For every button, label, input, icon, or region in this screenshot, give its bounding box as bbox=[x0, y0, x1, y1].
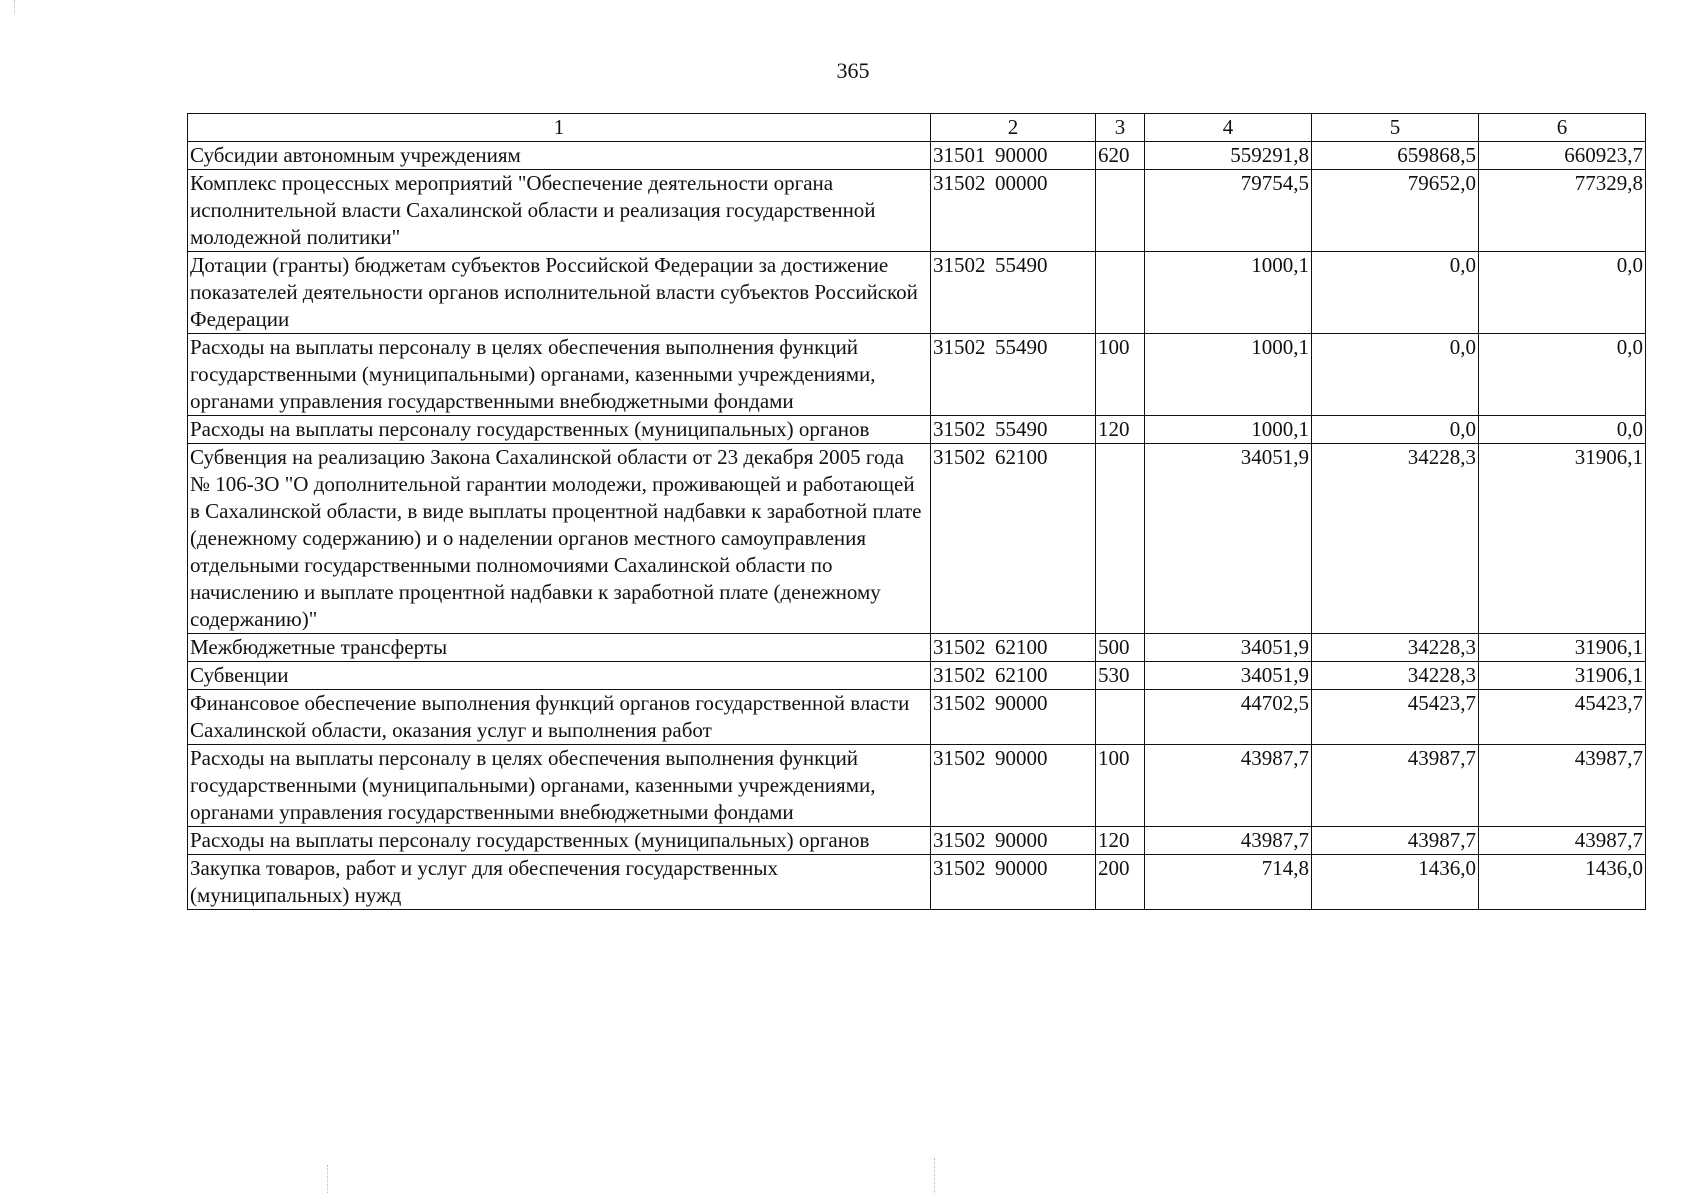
code-program: 31502 bbox=[933, 171, 986, 195]
row-value-4: 1000,1 bbox=[1145, 252, 1312, 334]
scan-mark bbox=[14, 0, 15, 14]
row-expense-type: 100 bbox=[1096, 745, 1145, 827]
row-value-6: 660923,7 bbox=[1479, 142, 1646, 170]
row-code bbox=[931, 252, 1096, 334]
row-value-4: 43987,7 bbox=[1145, 745, 1312, 827]
row-code bbox=[931, 334, 1096, 416]
column-header: 6 bbox=[1479, 114, 1646, 142]
row-code bbox=[931, 170, 1096, 252]
row-expense-type: 120 bbox=[1096, 827, 1145, 855]
code-direction: 90000 bbox=[995, 746, 1048, 770]
row-value-4: 1000,1 bbox=[1145, 334, 1312, 416]
table-row bbox=[188, 444, 1646, 634]
row-value-5: 45423,7 bbox=[1312, 690, 1479, 745]
code-direction: 62100 bbox=[995, 445, 1048, 469]
table-row bbox=[188, 334, 1646, 416]
code-program: 31502 bbox=[933, 746, 986, 770]
row-value-5: 0,0 bbox=[1312, 252, 1479, 334]
row-value-5: 0,0 bbox=[1312, 334, 1479, 416]
row-expense-type: 500 bbox=[1096, 634, 1145, 662]
code-program: 31502 bbox=[933, 335, 986, 359]
table-row bbox=[188, 855, 1646, 910]
row-value-6: 45423,7 bbox=[1479, 690, 1646, 745]
row-code bbox=[931, 662, 1096, 690]
row-value-5: 43987,7 bbox=[1312, 827, 1479, 855]
table-row bbox=[188, 690, 1646, 745]
row-code bbox=[931, 634, 1096, 662]
row-name: Субвенция на реализацию Закона Сахалинской области от 23 декабря 2005 года № 106-ЗО "О дополнительной гарантии молодежи, проживающей и работающей в Сахалинской области, в виде выплаты процентной надбавки к заработной плате (денежному содержанию) и о наделении органов местного самоуправления отдельными государственными полномочиями Сахалинской области по начислению и выплате процентной надбавки к заработной плате (денежному содержанию)" bbox=[188, 444, 931, 634]
column-header: 3 bbox=[1096, 114, 1145, 142]
scan-mark bbox=[327, 1165, 328, 1193]
row-value-4: 44702,5 bbox=[1145, 690, 1312, 745]
table-row bbox=[188, 142, 1646, 170]
column-header: 5 bbox=[1312, 114, 1479, 142]
column-header: 4 bbox=[1145, 114, 1312, 142]
code-direction: 62100 bbox=[995, 663, 1048, 687]
code-direction: 90000 bbox=[995, 691, 1048, 715]
scan-mark bbox=[934, 1158, 935, 1194]
row-name: Комплекс процессных мероприятий "Обеспечение деятельности органа исполнительной власти Сахалинской области и реализация государственной молодежной политики" bbox=[188, 170, 931, 252]
budget-table bbox=[187, 113, 1646, 910]
row-value-4: 34051,9 bbox=[1145, 444, 1312, 634]
row-value-6: 0,0 bbox=[1479, 334, 1646, 416]
row-value-5: 34228,3 bbox=[1312, 662, 1479, 690]
row-name: Межбюджетные трансферты bbox=[188, 634, 931, 662]
code-program: 31502 bbox=[933, 635, 986, 659]
row-expense-type bbox=[1096, 444, 1145, 634]
code-program: 31502 bbox=[933, 445, 986, 469]
row-name: Субвенции bbox=[188, 662, 931, 690]
row-value-4: 559291,8 bbox=[1145, 142, 1312, 170]
row-name: Финансовое обеспечение выполнения функций органов государственной власти Сахалинской области, оказания услуг и выполнения работ bbox=[188, 690, 931, 745]
code-direction: 90000 bbox=[995, 856, 1048, 880]
row-value-5: 34228,3 bbox=[1312, 444, 1479, 634]
row-expense-type bbox=[1096, 690, 1145, 745]
row-value-4: 43987,7 bbox=[1145, 827, 1312, 855]
code-direction: 55490 bbox=[995, 253, 1048, 277]
row-value-4: 34051,9 bbox=[1145, 662, 1312, 690]
row-code bbox=[931, 690, 1096, 745]
table-header-row bbox=[188, 114, 1646, 142]
row-code bbox=[931, 142, 1096, 170]
column-header: 2 bbox=[931, 114, 1096, 142]
row-code bbox=[931, 745, 1096, 827]
row-value-6: 43987,7 bbox=[1479, 745, 1646, 827]
code-direction: 00000 bbox=[995, 171, 1048, 195]
code-direction: 55490 bbox=[995, 417, 1048, 441]
row-expense-type: 100 bbox=[1096, 334, 1145, 416]
row-name: Расходы на выплаты персоналу государственных (муниципальных) органов bbox=[188, 416, 931, 444]
row-expense-type: 530 bbox=[1096, 662, 1145, 690]
table-row bbox=[188, 745, 1646, 827]
code-direction: 90000 bbox=[995, 143, 1048, 167]
table-body bbox=[188, 142, 1646, 910]
table-row bbox=[188, 416, 1646, 444]
table-row bbox=[188, 170, 1646, 252]
row-name: Расходы на выплаты персоналу в целях обеспечения выполнения функций государственными (муниципальными) органами, казенными учреждениями, органами управления государственными внебюджетными фондами bbox=[188, 334, 931, 416]
code-program: 31502 bbox=[933, 828, 986, 852]
row-value-4: 79754,5 bbox=[1145, 170, 1312, 252]
row-code bbox=[931, 827, 1096, 855]
row-value-4: 34051,9 bbox=[1145, 634, 1312, 662]
row-expense-type bbox=[1096, 252, 1145, 334]
row-value-5: 1436,0 bbox=[1312, 855, 1479, 910]
code-direction: 55490 bbox=[995, 335, 1048, 359]
table-row bbox=[188, 827, 1646, 855]
row-value-5: 43987,7 bbox=[1312, 745, 1479, 827]
row-value-5: 79652,0 bbox=[1312, 170, 1479, 252]
row-value-6: 1436,0 bbox=[1479, 855, 1646, 910]
row-value-6: 31906,1 bbox=[1479, 634, 1646, 662]
row-value-5: 34228,3 bbox=[1312, 634, 1479, 662]
row-value-4: 714,8 bbox=[1145, 855, 1312, 910]
column-header: 1 bbox=[188, 114, 931, 142]
row-value-6: 0,0 bbox=[1479, 252, 1646, 334]
row-expense-type bbox=[1096, 170, 1145, 252]
code-program: 31501 bbox=[933, 143, 986, 167]
row-value-6: 0,0 bbox=[1479, 416, 1646, 444]
table-row bbox=[188, 252, 1646, 334]
row-expense-type: 200 bbox=[1096, 855, 1145, 910]
row-value-6: 31906,1 bbox=[1479, 444, 1646, 634]
row-value-5: 0,0 bbox=[1312, 416, 1479, 444]
row-value-6: 77329,8 bbox=[1479, 170, 1646, 252]
row-name: Расходы на выплаты персоналу государственных (муниципальных) органов bbox=[188, 827, 931, 855]
table-row bbox=[188, 634, 1646, 662]
code-program: 31502 bbox=[933, 417, 986, 441]
row-name: Закупка товаров, работ и услуг для обеспечения государственных (муниципальных) нужд bbox=[188, 855, 931, 910]
row-name: Расходы на выплаты персоналу в целях обеспечения выполнения функций государственными (муниципальными) органами, казенными учреждениями, органами управления государственными внебюджетными фондами bbox=[188, 745, 931, 827]
code-program: 31502 bbox=[933, 663, 986, 687]
table-row bbox=[188, 662, 1646, 690]
row-value-4: 1000,1 bbox=[1145, 416, 1312, 444]
row-value-5: 659868,5 bbox=[1312, 142, 1479, 170]
code-program: 31502 bbox=[933, 253, 986, 277]
row-value-6: 31906,1 bbox=[1479, 662, 1646, 690]
row-expense-type: 120 bbox=[1096, 416, 1145, 444]
row-code bbox=[931, 416, 1096, 444]
row-value-6: 43987,7 bbox=[1479, 827, 1646, 855]
code-direction: 90000 bbox=[995, 828, 1048, 852]
row-name: Дотации (гранты) бюджетам субъектов Российской Федерации за достижение показателей деятельности органов исполнительной власти субъектов Российской Федерации bbox=[188, 252, 931, 334]
page-number: 365 bbox=[836, 58, 870, 83]
row-code bbox=[931, 444, 1096, 634]
row-code bbox=[931, 855, 1096, 910]
code-program: 31502 bbox=[933, 856, 986, 880]
code-direction: 62100 bbox=[995, 635, 1048, 659]
row-expense-type: 620 bbox=[1096, 142, 1145, 170]
code-program: 31502 bbox=[933, 691, 986, 715]
row-name: Субсидии автономным учреждениям bbox=[188, 142, 931, 170]
